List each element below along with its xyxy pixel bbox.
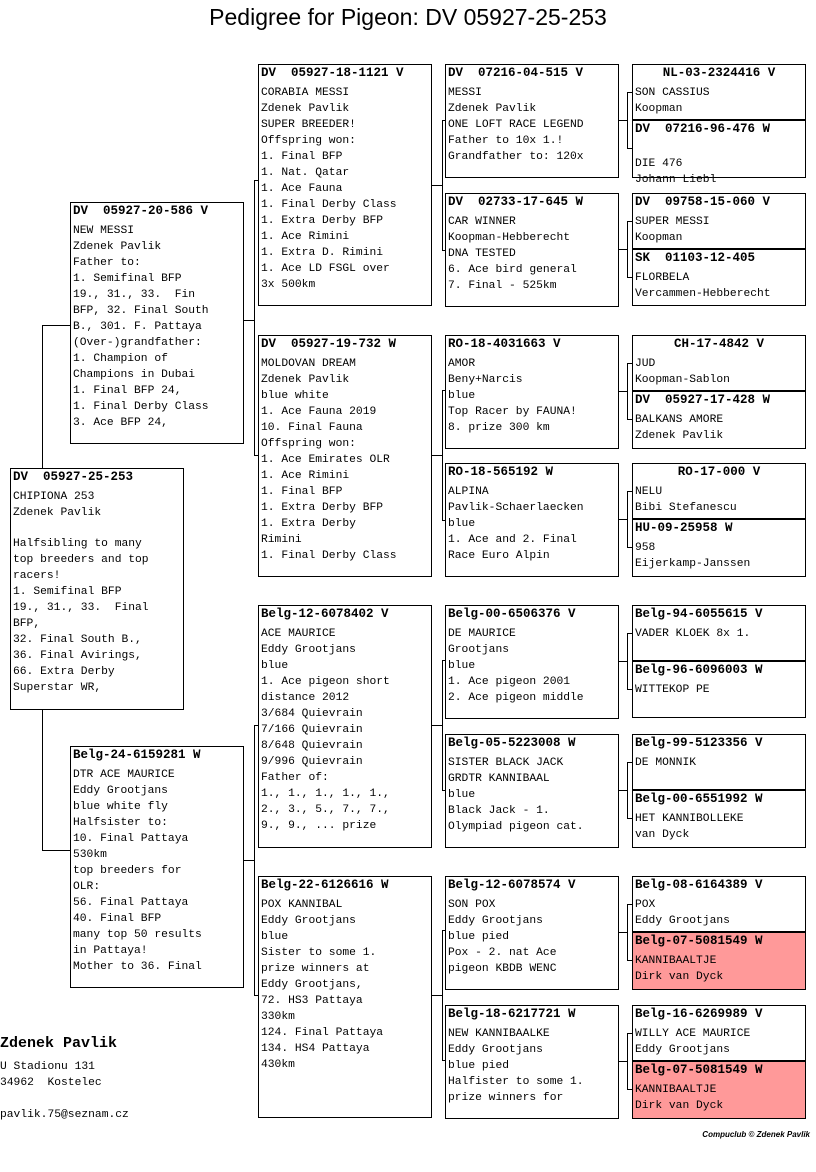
pedigree-info-line: Zdenek Pavlik	[261, 374, 350, 386]
gen4-card	[445, 335, 619, 449]
ring-number: Belg-16-6269989 V	[635, 1007, 763, 1021]
connector-line	[619, 249, 627, 250]
pedigree-info-line: blue white	[261, 390, 329, 402]
pedigree-info-line: 7. Final - 525km	[448, 280, 557, 292]
connector-line	[254, 180, 255, 455]
pedigree-info-line: 1. Extra Derby	[261, 518, 356, 530]
gen5-card	[632, 790, 806, 848]
ring-number: DV 07216-96-476 W	[635, 122, 771, 136]
pedigree-info-line: in Pattaya!	[73, 945, 148, 957]
gen5-card-highlighted	[632, 1061, 806, 1119]
pedigree-info-line: Father of:	[261, 772, 329, 784]
pedigree-info-line: Eddy Grootjans	[635, 915, 730, 927]
pedigree-info-line: DE MONNIK	[635, 757, 697, 769]
pedigree-info-line: Top Racer by FAUNA!	[448, 406, 577, 418]
pedigree-info-line: 1. Ace Rimini	[261, 231, 350, 243]
gen4-card	[445, 605, 619, 719]
pedigree-info-line: Halfsister to:	[73, 817, 168, 829]
gen5-card	[632, 605, 806, 661]
pedigree-info-line: Grandfather to: 120x	[448, 151, 584, 163]
pedigree-info-line: 10. Final Pattaya	[73, 833, 189, 845]
pedigree-info-line: 6. Ace bird general	[448, 264, 577, 276]
pedigree-info-line: blue pied	[448, 931, 510, 943]
connector-line	[619, 120, 627, 121]
pedigree-info-line: Eddy Grootjans	[261, 915, 356, 927]
pedigree-info-line: Vercammen-Hebberecht	[635, 288, 771, 300]
pedigree-info-line: 72. HS3 Pattaya	[261, 995, 363, 1007]
pedigree-info-line: 3x 500km	[261, 279, 316, 291]
pedigree-info-line: Race Euro Alpin	[448, 550, 550, 562]
connector-line	[254, 725, 255, 995]
pedigree-info-line: 1., 1., 1., 1., 1.,	[261, 788, 390, 800]
gen5-card	[632, 876, 806, 932]
pedigree-info-line: many top 50 results	[73, 929, 202, 941]
connector-line	[627, 633, 628, 689]
ring-number: Belg-00-6506376 V	[448, 607, 576, 621]
pedigree-info-line: 1. Extra Derby BFP	[261, 215, 384, 227]
connector-line	[42, 325, 70, 326]
gen5-card	[632, 249, 806, 306]
pedigree-info-line: Koopman	[635, 103, 683, 115]
pedigree-info-line: blue	[261, 660, 289, 672]
pedigree-info-line: distance 2012	[261, 692, 350, 704]
sire-sire-card	[258, 64, 432, 306]
gen4-card	[445, 463, 619, 577]
pedigree-info-line: 1. Semifinal BFP	[13, 586, 122, 598]
pedigree-info-line: Black Jack - 1.	[448, 805, 550, 817]
pedigree-info-line: B., 301. F. Pattaya	[73, 321, 202, 333]
gen5-card	[632, 335, 806, 391]
pedigree-info-line: 19., 31., 33. Final	[13, 602, 149, 614]
pedigree-info-line: 3/684 Quievrain	[261, 708, 363, 720]
pedigree-info-line: 1. Ace pigeon 2001	[448, 676, 571, 688]
gen4-card	[445, 734, 619, 848]
pedigree-info-line: 3. Ace BFP 24,	[73, 417, 168, 429]
pedigree-info-line: 1. Semifinal BFP	[73, 273, 182, 285]
connector-line	[619, 519, 627, 520]
pedigree-info-line: Father to:	[73, 257, 141, 269]
pedigree-info-line: Offspring won:	[261, 438, 356, 450]
pedigree-info-line: 9/996 Quievrain	[261, 756, 363, 768]
connector-line	[442, 390, 443, 520]
ring-number: Belg-12-6078402 V	[261, 607, 389, 621]
pedigree-info-line: BFP,	[13, 618, 41, 630]
connector-line	[619, 391, 627, 392]
dam-sire-card	[258, 605, 432, 848]
connector-line	[619, 790, 627, 791]
pedigree-info-line: Pavlik-Schaerlaecken	[448, 502, 584, 514]
pedigree-info-line: Eddy Grootjans	[73, 785, 168, 797]
pedigree-info-line: 1. Ace and 2. Final	[448, 534, 577, 546]
pedigree-info-line: Eddy Grootjans	[635, 1044, 730, 1056]
pedigree-info-line: DNA TESTED	[448, 248, 516, 260]
owner-name: Zdenek Pavlik	[0, 1035, 118, 1052]
pedigree-info-line: Zdenek Pavlik	[261, 103, 350, 115]
pedigree-info-line: 1. Nat. Qatar	[261, 167, 350, 179]
connector-line	[627, 904, 628, 960]
pedigree-info-line: 1. Ace Fauna	[261, 183, 343, 195]
connector-line	[619, 1061, 627, 1062]
dam-dam-card	[258, 876, 432, 1118]
connector-line	[432, 725, 442, 726]
connector-line	[442, 660, 443, 790]
connector-line	[442, 120, 443, 250]
pedigree-info-line: 8. prize 300 km	[448, 422, 550, 434]
owner-street: U Stadionu 131	[0, 1061, 95, 1073]
pedigree-info-line: Koopman-Hebberecht	[448, 232, 571, 244]
pedigree-info-line: 430km	[261, 1059, 295, 1071]
gen5-card	[632, 120, 806, 186]
pedigree-info-line: AMOR	[448, 358, 476, 370]
pedigree-info-line: CHIPIONA 253	[13, 491, 95, 503]
gen5-card	[632, 734, 806, 790]
copyright-footer: Compuclub © Zdenek Pavlik	[702, 1130, 810, 1139]
ring-number: Belg-12-6078574 V	[448, 878, 576, 892]
pedigree-info-line: Offspring won:	[261, 135, 356, 147]
pedigree-info-line: 7/166 Quievrain	[261, 724, 363, 736]
ring-number: RO-18-565192 W	[448, 465, 554, 479]
pedigree-info-line: 1. Ace Rimini	[261, 470, 350, 482]
connector-line	[619, 932, 627, 933]
pedigree-info-line: HET KANNIBOLLEKE	[635, 813, 744, 825]
pedigree-info-line: Koopman-Sablon	[635, 374, 730, 386]
pedigree-info-line: Johann Liebl	[635, 174, 717, 186]
pedigree-info-line: 530km	[73, 849, 107, 861]
ring-number: RO-17-000 V	[677, 465, 761, 479]
pedigree-info-line: (Over-)grandfather:	[73, 337, 202, 349]
pedigree-info-line: FLORBELA	[635, 272, 690, 284]
pedigree-info-line: Grootjans	[448, 644, 510, 656]
pedigree-info-line: 8/648 Quievrain	[261, 740, 363, 752]
pedigree-info-line: NEW KANNIBAALKE	[448, 1028, 550, 1040]
gen5-card	[632, 193, 806, 249]
pedigree-info-line: 1. Extra Derby BFP	[261, 502, 384, 514]
pedigree-info-line: Sister to some 1.	[261, 947, 377, 959]
pedigree-info-line: Zdenek Pavlik	[635, 430, 724, 442]
pedigree-info-line: Eddy Grootjans	[261, 644, 356, 656]
gen5-card	[632, 391, 806, 449]
owner-contact	[0, 1035, 129, 1123]
pedigree-info-line: WITTEKOP PE	[635, 684, 710, 696]
pedigree-info-line: OLR:	[73, 881, 101, 893]
pedigree-info-line	[633, 141, 805, 156]
ring-number: Belg-05-5223008 W	[448, 736, 576, 750]
pedigree-info-line: 1. Final Derby Class	[261, 550, 397, 562]
ring-number: NL-03-2324416 V	[662, 66, 776, 80]
pedigree-info-line: Rimini	[261, 534, 302, 546]
pedigree-info-line: ALPINA	[448, 486, 489, 498]
pedigree-info-line: 1. Final BFP	[261, 486, 343, 498]
pedigree-info-line: POX KANNIBAL	[261, 899, 343, 911]
ring-number: Belg-94-6055615 V	[635, 607, 763, 621]
pedigree-info-line: NEW MESSI	[73, 225, 135, 237]
pedigree-info-line: 40. Final BFP	[73, 913, 162, 925]
pedigree-info-line: top breeders and top	[13, 554, 149, 566]
connector-line	[432, 185, 442, 186]
pedigree-info-line: BALKANS AMORE	[635, 414, 724, 426]
connector-line	[244, 320, 254, 321]
gen4-card	[445, 876, 619, 990]
pedigree-info-line: MESSI	[448, 87, 482, 99]
pedigree-info-line: 1. Final BFP	[261, 151, 343, 163]
pedigree-info-line: Zdenek Pavlik	[73, 241, 162, 253]
pedigree-info-line: Halfister to some 1.	[448, 1076, 584, 1088]
connector-line	[42, 710, 43, 850]
gen5-card	[632, 1005, 806, 1061]
pedigree-info-line: 2. Ace pigeon middle	[448, 692, 584, 704]
pedigree-info-line: blue white fly	[73, 801, 168, 813]
pedigree-info-line: POX	[635, 899, 656, 911]
pedigree-info-line: Beny+Narcis	[448, 374, 523, 386]
pedigree-info-line: 1. Ace Emirates OLR	[261, 454, 390, 466]
ring-number: Belg-22-6126616 W	[261, 878, 389, 892]
connector-line	[627, 221, 628, 277]
pedigree-info-line: SUPER BREEDER!	[261, 119, 356, 131]
pedigree-info-line: 1. Final Derby Class	[261, 199, 397, 211]
ring-number: DV 09758-15-060 V	[635, 195, 771, 209]
ring-number: RO-18-4031663 V	[448, 337, 561, 351]
pedigree-info-line: Zdenek Pavlik	[448, 103, 537, 115]
sire-dam-card	[258, 335, 432, 577]
pedigree-info-line: Champions in Dubai	[73, 369, 196, 381]
pedigree-info-line: Father to 10x 1.!	[448, 135, 564, 147]
pedigree-info-line: DIE 476	[635, 158, 683, 170]
connector-line	[627, 491, 628, 547]
pedigree-info-line: ONE LOFT RACE LEGEND	[448, 119, 584, 131]
connector-line	[432, 995, 442, 996]
pedigree-info-line: 1. Ace pigeon short	[261, 676, 390, 688]
pedigree-info-line: SON POX	[448, 899, 496, 911]
pedigree-info-line: KANNIBAALTJE	[635, 955, 717, 967]
pedigree-info-line: 19., 31., 33. Fin	[73, 289, 196, 301]
pedigree-info-line: KANNIBAALTJE	[635, 1084, 717, 1096]
pedigree-info-line: van Dyck	[635, 829, 690, 841]
pedigree-info-line	[11, 521, 183, 536]
pedigree-info-line: 36. Final Avirings,	[13, 650, 142, 662]
pedigree-info-line: Eddy Grootjans	[448, 915, 543, 927]
pedigree-info-line: 1. Ace Fauna 2019	[261, 406, 377, 418]
pedigree-info-line: top breeders for	[73, 865, 182, 877]
pedigree-info-line: blue	[448, 789, 476, 801]
pedigree-info-line: 134. HS4 Pattaya	[261, 1043, 370, 1055]
ring-number: Belg-00-6551992 W	[635, 792, 763, 806]
pedigree-info-line: DE MAURICE	[448, 628, 516, 640]
pedigree-info-line: 1. Final BFP 24,	[73, 385, 182, 397]
ring-number: Belg-07-5081549 W	[635, 1063, 763, 1077]
ring-number: DV 05927-19-732 W	[261, 337, 397, 351]
pedigree-info-line: blue	[261, 931, 289, 943]
pedigree-info-line: WILLY ACE MAURICE	[635, 1028, 751, 1040]
pedigree-info-line: Eddy Grootjans	[448, 1044, 543, 1056]
ring-number: DV 02733-17-645 W	[448, 195, 584, 209]
pedigree-info-line: 1. Final Derby Class	[73, 401, 209, 413]
connector-line	[619, 661, 627, 662]
connector-line	[432, 455, 442, 456]
gen5-card	[632, 463, 806, 519]
owner-city: 34962 Kostelec	[0, 1077, 102, 1089]
pedigree-info-line: Koopman	[635, 232, 683, 244]
pedigree-info-line: SISTER BLACK JACK	[448, 757, 564, 769]
gen4-card	[445, 64, 619, 178]
pedigree-info-line: Mother to 36. Final	[73, 961, 202, 973]
connector-line	[42, 325, 43, 468]
pedigree-info-line: ACE MAURICE	[261, 628, 336, 640]
gen5-card	[632, 64, 806, 120]
pedigree-info-line: 10. Final Fauna	[261, 422, 363, 434]
pedigree-info-line: GRDTR KANNIBAAL	[448, 773, 550, 785]
pedigree-info-line: prize winners at	[261, 963, 370, 975]
connector-line	[442, 930, 443, 1060]
ring-number: DV 05927-20-586 V	[73, 204, 209, 218]
ring-number: Belg-18-6217721 W	[448, 1007, 576, 1021]
ring-number: SK 01103-12-405	[635, 251, 756, 265]
pedigree-info-line: blue	[448, 660, 476, 672]
pedigree-info-line: racers!	[13, 570, 61, 582]
pedigree-info-line: 2., 3., 5., 7., 7.,	[261, 804, 390, 816]
ring-number: DV 05927-18-1121 V	[261, 66, 404, 80]
pedigree-info-line: BFP, 32. Final South	[73, 305, 209, 317]
ring-number: Belg-08-6164389 V	[635, 878, 763, 892]
pedigree-info-line: Eijerkamp-Janssen	[635, 558, 751, 570]
ring-number: Belg-07-5081549 W	[635, 934, 763, 948]
ring-number: Belg-96-6096003 W	[635, 663, 763, 677]
ring-number: Belg-99-5123356 V	[635, 736, 763, 750]
connector-line	[627, 92, 628, 148]
pedigree-info-line: SUPER MESSI	[635, 216, 710, 228]
ring-number: DV 05927-25-253	[13, 470, 134, 484]
pedigree-info-line: pigeon KBDB WENC	[448, 963, 557, 975]
pedigree-info-line: blue	[448, 390, 476, 402]
connector-line	[627, 762, 628, 818]
pedigree-info-line: Dirk van Dyck	[635, 971, 724, 983]
connector-line	[627, 363, 628, 419]
pedigree-info-line: 66. Extra Derby	[13, 666, 115, 678]
pedigree-info-line: CAR WINNER	[448, 216, 516, 228]
pedigree-info-line: Superstar WR,	[13, 682, 102, 694]
pedigree-info-line: Halfsibling to many	[13, 538, 142, 550]
pedigree-info-line: 1. Ace LD FSGL over	[261, 263, 390, 275]
ring-number: DV 05927-17-428 W	[635, 393, 771, 407]
subject-pigeon-card	[10, 468, 184, 710]
pedigree-info-line: blue	[448, 518, 476, 530]
pedigree-info-line: 330km	[261, 1011, 295, 1023]
ring-number: Belg-24-6159281 W	[73, 748, 201, 762]
pedigree-info-line: MOLDOVAN DREAM	[261, 358, 356, 370]
pedigree-info-line: SON CASSIUS	[635, 87, 710, 99]
pedigree-info-line: Bibi Stefanescu	[635, 502, 737, 514]
dam-card	[70, 746, 244, 988]
pedigree-info-line: Dirk van Dyck	[635, 1100, 724, 1112]
page-title: Pedigree for Pigeon: DV 05927-25-253	[209, 4, 607, 30]
connector-line	[42, 850, 70, 851]
pedigree-info-line: DTR ACE MAURICE	[73, 769, 175, 781]
pedigree-info-line: NELU	[635, 486, 663, 498]
pedigree-info-line: blue pied	[448, 1060, 510, 1072]
ring-number: DV 07216-04-515 V	[448, 66, 584, 80]
gen4-card	[445, 1005, 619, 1119]
pedigree-info-line: prize winners for	[448, 1092, 564, 1104]
ring-number: HU-09-25958 W	[635, 521, 733, 535]
gen5-card	[632, 661, 806, 718]
pedigree-info-line: CORABIA MESSI	[261, 87, 350, 99]
pedigree-info-line: Eddy Grootjans,	[261, 979, 363, 991]
owner-email: pavlik.75@seznam.cz	[0, 1109, 129, 1121]
gen5-card	[632, 519, 806, 577]
gen5-card-highlighted	[632, 932, 806, 990]
gen4-card	[445, 193, 619, 307]
ring-number: CH-17-4842 V	[673, 337, 764, 351]
pedigree-info-line: 9., 9., ... prize	[261, 820, 377, 832]
pedigree-info-line: Olympiad pigeon cat.	[448, 821, 584, 833]
pedigree-info-line: 958	[635, 542, 656, 554]
pedigree-info-line: JUD	[635, 358, 656, 370]
pedigree-info-line: Zdenek Pavlik	[13, 507, 102, 519]
pedigree-info-line: 124. Final Pattaya	[261, 1027, 384, 1039]
pedigree-info-line: 1. Extra D. Rimini	[261, 247, 384, 259]
pedigree-info-line: 56. Final Pattaya	[73, 897, 189, 909]
sire-card	[70, 202, 244, 444]
connector-line	[244, 860, 254, 861]
connector-line	[627, 1033, 628, 1089]
pedigree-info-line: 1. Champion of	[73, 353, 168, 365]
pedigree-info-line: Pox - 2. nat Ace	[448, 947, 557, 959]
pedigree-info-line: VADER KLOEK 8x 1.	[635, 628, 751, 640]
pedigree-info-line: 32. Final South B.,	[13, 634, 142, 646]
